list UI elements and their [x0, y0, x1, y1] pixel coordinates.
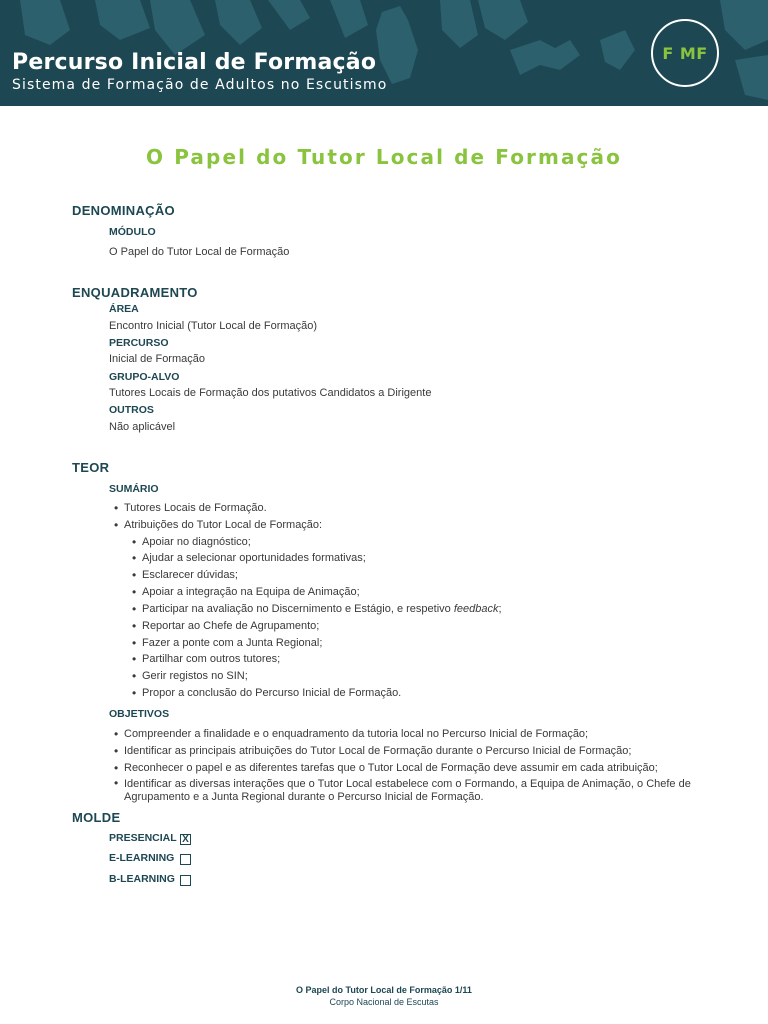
footer-title: O Papel do Tutor Local de Formação 1/11 — [296, 985, 472, 995]
value-area: Encontro Inicial (Tutor Local de Formação) — [109, 320, 318, 332]
fmf-logo — [651, 19, 719, 87]
list-item: • Fazer a ponte com a Junta Regional; — [142, 637, 322, 649]
label-outros: OUTROS — [109, 404, 154, 416]
list-item: • Propor a conclusão do Percurso Inicial de Formação. — [142, 687, 401, 699]
checkbox-e-learning[interactable] — [180, 854, 191, 865]
list-item — [142, 603, 502, 615]
value-modulo: O Papel do Tutor Local de Formação — [109, 246, 290, 258]
section-heading-molde: MOLDE — [72, 810, 121, 825]
list-item: • Compreender a finalidade e o enquadramento da tutoria local no Percurso Inicial de Formação; — [124, 728, 588, 740]
logo-text: F MF — [662, 43, 708, 63]
section-heading-denominacao: DENOMINAÇÃO — [72, 203, 175, 218]
value-grupo-alvo: Tutores Locais de Formação dos putativos Candidatos a Dirigente — [109, 387, 432, 399]
label-percurso: PERCURSO — [109, 337, 169, 349]
list-item: • Apoiar a integração na Equipa de Animação; — [142, 586, 360, 598]
list-item: • Identificar as principais atribuições do Tutor Local de Formação durante o Percurso Inicial de Formação; — [124, 745, 631, 757]
list-item: • Apoiar no diagnóstico; — [142, 536, 251, 548]
label-modulo: MÓDULO — [109, 226, 156, 238]
list-item: • Reconhecer o papel e as diferentes tarefas que o Tutor Local de Formação deve assumir em cada atribuição; — [124, 762, 658, 774]
feedback-tail: ; — [498, 603, 502, 615]
value-percurso: Inicial de Formação — [109, 353, 205, 365]
molde-option-label: B-LEARNING — [109, 873, 175, 885]
section-heading-enquadramento: ENQUADRAMENTO — [72, 285, 198, 300]
molde-option-presencial — [109, 832, 177, 844]
footer-organization: Corpo Nacional de Escutas — [329, 997, 439, 1007]
banner-title: Percurso Inicial de Formação — [12, 50, 377, 75]
section-heading-teor: TEOR — [72, 460, 110, 475]
header-banner — [0, 0, 768, 106]
molde-option-b-learning — [109, 873, 175, 885]
document-title: O Papel do Tutor Local de Formação — [146, 145, 622, 169]
label-area: ÁREA — [109, 303, 139, 315]
molde-option-e-learning — [109, 852, 174, 864]
list-item: • Tutores Locais de Formação. — [124, 502, 267, 514]
checkbox-presencial[interactable]: X — [180, 834, 191, 845]
list-item: • Identificar as diversas interações que o Tutor Local estabelece com o Formando, a Equipa de Animação, o Chefe de Agrupamento e a Junta Regional durante o Percurso Inicial de Formação. — [124, 778, 698, 804]
feedback-word: feedback — [453, 603, 499, 615]
banner-subtitle: Sistema de Formação de Adultos no Escutismo — [12, 77, 388, 93]
list-item: • Reportar ao Chefe de Agrupamento; — [142, 620, 319, 632]
label-objetivos: OBJETIVOS — [109, 708, 170, 720]
checkbox-b-learning[interactable] — [180, 875, 191, 886]
list-item: • Atribuições do Tutor Local de Formação: — [124, 519, 322, 531]
molde-option-label: PRESENCIAL — [109, 832, 177, 844]
list-item: • Gerir registos no SIN; — [142, 670, 248, 682]
list-item: • Ajudar a selecionar oportunidades formativas; — [142, 552, 366, 564]
list-item: • Partilhar com outros tutores; — [142, 653, 280, 665]
value-outros: Não aplicável — [109, 421, 176, 433]
molde-option-label: E-LEARNING — [109, 852, 175, 864]
label-grupo-alvo: GRUPO-ALVO — [109, 371, 180, 383]
label-sumario: SUMÁRIO — [109, 483, 159, 495]
list-item: • Esclarecer dúvidas; — [142, 569, 238, 581]
list-item-text: Participar na avaliação no Discernimento e Estágio, e respetivo — [142, 603, 451, 615]
